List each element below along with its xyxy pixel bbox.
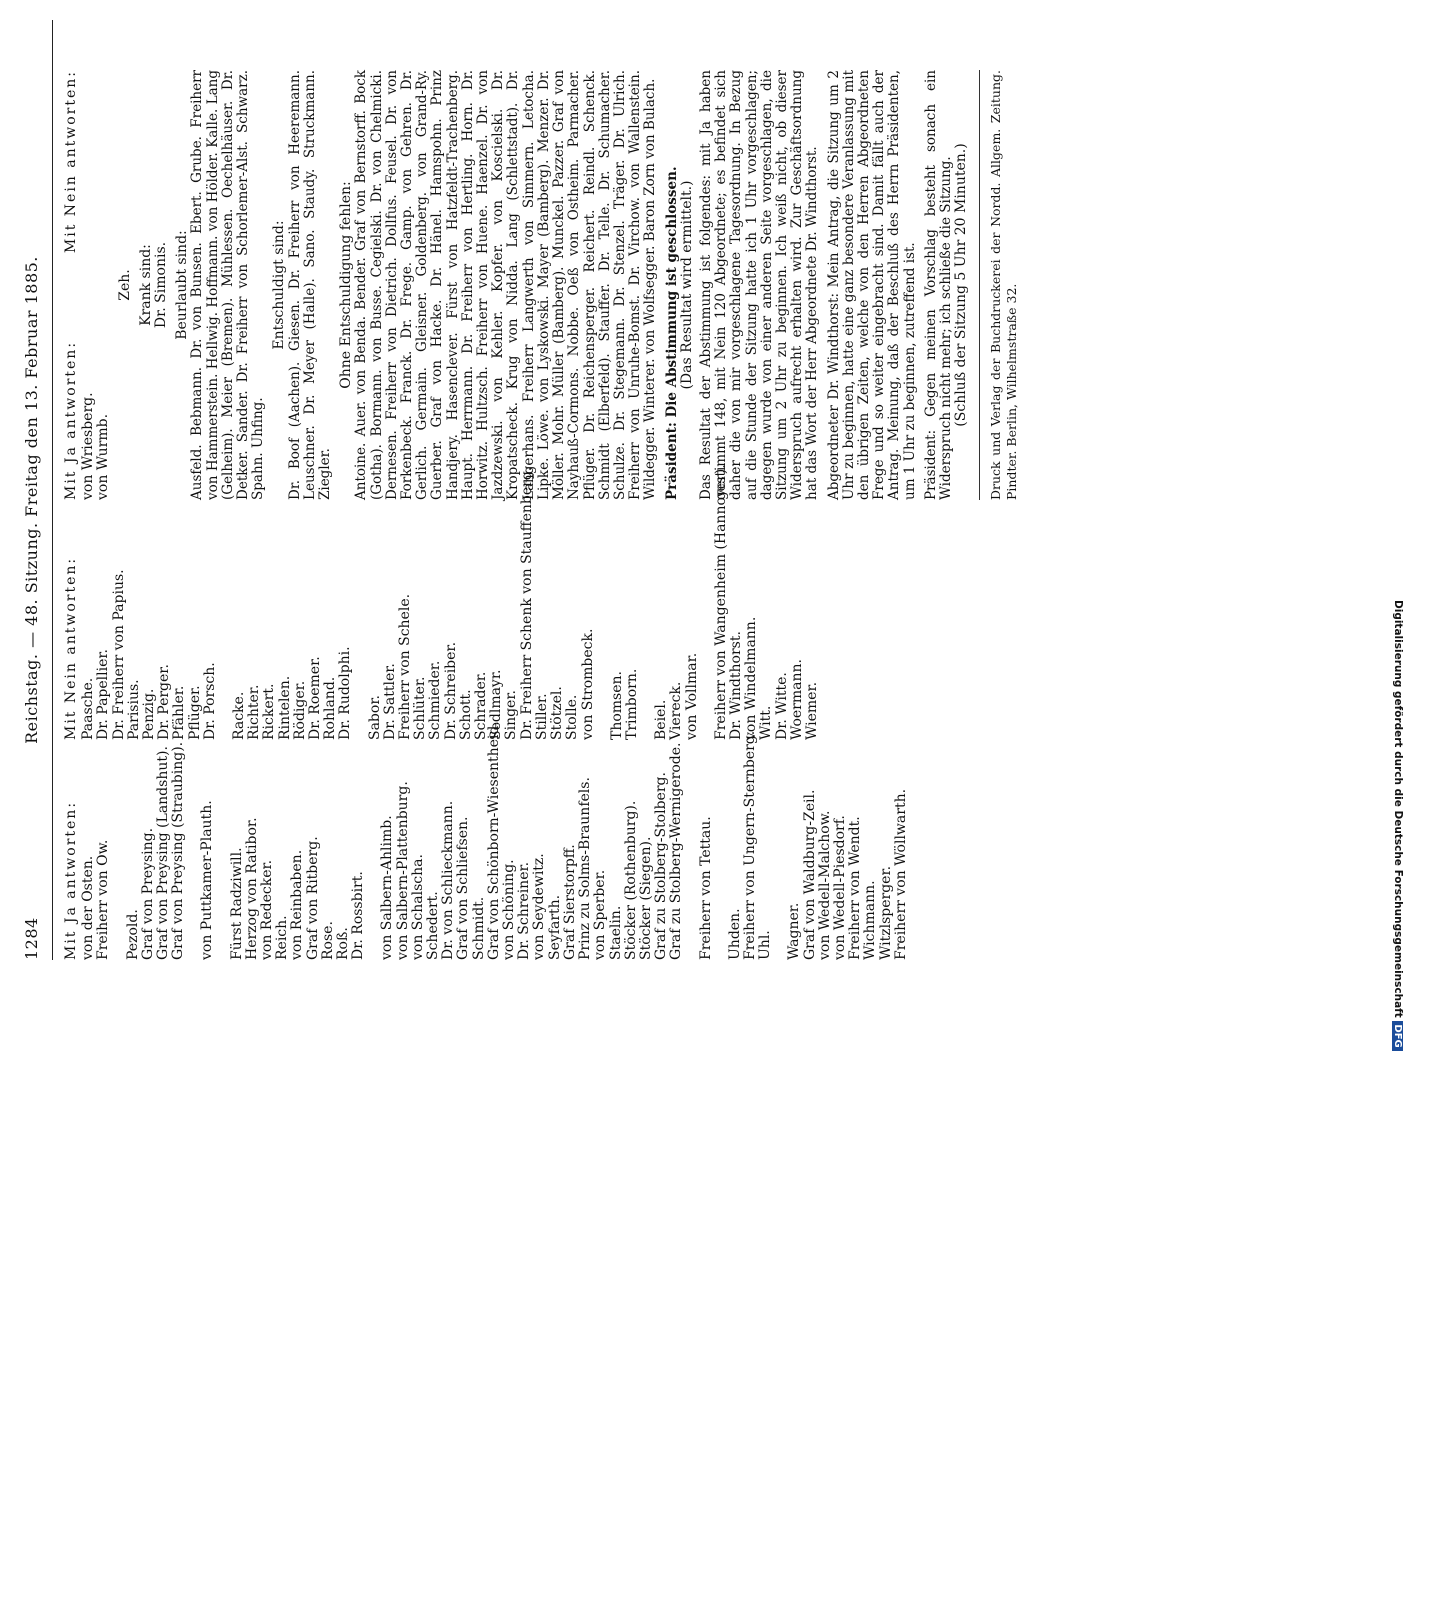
list-item: Parisius. [125, 679, 142, 740]
imprint: Druck und Verlag der Buchdruckerei der Nordd. Allgem. Zeitung. Pindter. Berlin, Wilhelmstraße 32. [988, 70, 1019, 500]
nein-heading: Mit Nein antworten: [63, 70, 79, 254]
president-statement: Präsident: Die Abstimmung ist geschlossen. [663, 166, 680, 500]
list-item: Freiherr von Wendt. [847, 816, 864, 960]
list-item: Stöcker (Siegen). [637, 836, 654, 960]
list-item: von der Osten. [80, 855, 97, 960]
list-item: von Strombeck. [579, 628, 596, 740]
list-item: Dr. Simonis. [153, 241, 170, 329]
list-item: Rintelen. [276, 675, 293, 740]
name-list [80, 464, 820, 740]
list-item: Graf von Preysing (Landshut). [155, 746, 172, 960]
list-item: Dr. Windthorst. [727, 631, 744, 740]
list-item: von Vollmar. [683, 652, 700, 740]
list-item: Freiherr von Ow. [95, 839, 112, 960]
list-item: Dr. Sattler. [381, 663, 398, 740]
list-item: Rödiger. [291, 680, 308, 740]
list-item: Dr. Witte. [773, 672, 790, 740]
list-item: Wichmann. [862, 880, 879, 960]
spacer [596, 515, 610, 740]
list-item: Rose. [319, 921, 336, 960]
list-item: Dr. Freiherr von Papius. [110, 569, 127, 740]
list-item: Trimborn. [623, 668, 640, 740]
section-label: Ohne Entschuldigung fehlen: [338, 181, 355, 389]
spacer [366, 745, 380, 960]
list-item: Stolle. [564, 694, 581, 740]
list-item: Witzlsperger. [877, 865, 894, 960]
list-item: Pezold. [124, 909, 141, 960]
list-item: von Sperber. [592, 869, 609, 960]
list-item: Staelin. [607, 905, 624, 960]
list-item: Dr. Freiherr Schenk von Stauffenberg. [518, 466, 535, 740]
beurlaubt-list: Ausfeld. Bebmann. Dr. von Bunsen. Ebert. Grube. Freiherr von Hammerstein. Hellwig. Hoffmann. von Hölder. Kalle. Lang (Gelheim). Meier (Bremen). Mühlessen. Oechelhäuser. Dr. Detker. Sander. Dr. Freiherr von Schorlemer-Alst. Schwarz. Spahn. Uhfing. [189, 70, 267, 500]
list-item: von Salbern-Ahlimb. [379, 815, 396, 960]
page-number: 1284 [22, 917, 41, 960]
entschuldigt-list: Dr. Boof (Aachen). Giesen. Dr. Freiherr von Heeremann. Leuschner. Dr. Meyer (Halle). Sano. Staudy. Struckmann. Ziegler. [286, 70, 334, 500]
section-label: Entschuldigt sind: [271, 220, 288, 350]
digitization-sidebar [1392, 0, 1432, 1048]
list-item: Seyfarth. [546, 894, 563, 960]
list-item: Dr. Perger. [156, 664, 173, 740]
list-item: Dr. Rossbirt. [350, 871, 367, 960]
list-item: Dr. Schreiber. [442, 641, 459, 740]
list-item: Herzog von Ratibor. [243, 817, 260, 960]
list-item: Woermann. [788, 659, 805, 740]
column-3 [64, 70, 1019, 500]
page-header [22, 40, 52, 960]
list-item: Graf von Ritberg. [304, 836, 321, 960]
list-item: Graf Sierstorpff. [561, 844, 578, 960]
absent-list: Antoine. Auer. von Benda. Bender. Graf von Bernstorff. Bock (Gotha). Bormann. von Busse. Cegielski. Dr. von Chelmicki. Dernesen. Freiherr von Dietrich. Dollfus. Feusel. Dr. von Forkenbeck. Franck. Dr. Frege. Gamp. von Gehren. Dr. Gerlich. Germain. Gleisner. Goldenberg. von Grand-Ry. Guerber. Graf von Hacke. Dr. Hänel. Hamspohn. Prinz Handjery. Hasenclever. Fürst von Hatzfeldt-Trachenberg. Haupt. Herrmann. Dr. Freiherr von Hertling. Horn. Dr. Horwitz. Hultzsch. Freiherr von Huene. Haenzel. Dr. von Jazdzewski. von Kehler. Kopfer. von Koscielski. Dr. Kropatscheck. Krug von Nidda. Lang (Schlettstadt). Dr. Langerhans. Freiherr Langwerth von Simmern. Letocha. Lipke. Löwe. von Lyskowski. Mayer (Bamberg). Menzer. Dr. Möller. Mohr. Müller (Bamberg). Munckel. Pazzer. Graf von Nayhauß-Cormons. Nobbe. Oeß von Ostheim. Parmacher. Pflüger. Dr. Reichensperger. Reichert. Reindl. Schenck. Schmidt (Elberfeld). Stauffer. Dr. Telle. Dr. Schumacher. Schulze. Dr. Stegemann. Dr. Stenzel. Träger. Dr. Ulrich. Freiherr von Unruhe-Bomst. Dr. Virchow. von Wallenstein. Wildegger. Winterer. von Wolfsegger. Baron Zorn von Bulach. [353, 70, 659, 500]
list-item: Schott. [457, 689, 474, 740]
section-label: Beurlaubt sind: [174, 230, 191, 340]
page-title: Reichstag. — 48. Sitzung. Freitag den 13. Februar 1885. [22, 256, 41, 744]
list-item: Dr. Roemer. [307, 656, 324, 740]
list-item: Stötzel. [549, 686, 566, 740]
list-item: Stöcker (Rothenburg). [622, 800, 639, 960]
list-item: Reich. [274, 915, 291, 960]
list-item: Graf von Waldburg-Zeil. [801, 789, 818, 960]
list-item: Richter. [246, 684, 263, 740]
list-item: Sabor. [366, 695, 383, 740]
list-item: Prinz zu Solms-Braunfels. [577, 777, 594, 960]
windthorst-paragraph: Abgeordneter Dr. Windthorst: Mein Antrag, die Sitzung um 2 Uhr zu beginnen, hatte eine ganz besondere Veranlassung mit den übrigen Zeiten, welche von den Herren Abgeordneten Frege und so weiter eingebracht sind. Damit fällt auch der Antrag. Meinung, daß der Beschluß des Herrn Präsidenten, um 1 Uhr zu beginnen, zutreffend ist. [825, 70, 918, 500]
list-item: Zeh. [116, 269, 133, 301]
list-item: von Wedell-Malchow. [816, 810, 833, 960]
list-item: von Reinbaben. [289, 849, 306, 960]
list-item: Dr. Schreiner. [516, 861, 533, 960]
spacer [640, 515, 654, 740]
list-item: Rohland. [322, 676, 339, 740]
spacer [714, 745, 728, 960]
list-item: Uhden. [726, 908, 743, 960]
spacer [773, 745, 787, 960]
divider [979, 70, 980, 500]
spacer [685, 745, 699, 960]
list-item: Graf von Schönborn-Wiesentheid. [485, 721, 502, 960]
list-item: Graf zu Stolberg-Wernigerode. [668, 742, 685, 960]
list-item: Pfähler. [171, 685, 188, 740]
header-rule [52, 20, 53, 960]
list-item: Dr. von Schlieckmann. [440, 800, 457, 960]
list-item: Wiemer. [803, 681, 820, 740]
section-label: Krank sind: [137, 244, 154, 326]
list-item: Freiherr von Tettau. [697, 816, 714, 960]
column-heading: Mit Ja antworten: [63, 800, 79, 960]
list-item: Racke. [231, 691, 248, 740]
list-item: Roß. [335, 927, 352, 960]
list-item: von Windelmann. [743, 616, 760, 740]
list-item: Uhl. [757, 930, 774, 960]
funding-note: Digitalisierung gefördert durch die Deutsche Forschungsgemeinschaft [1392, 600, 1404, 1018]
list-item: von Salbern-Plattenburg. [394, 781, 411, 960]
dfg-logo: DFG [1392, 1021, 1403, 1050]
list-item: von Seydewitz. [531, 853, 548, 960]
spacer [112, 745, 126, 960]
spacer [218, 515, 232, 740]
list-item: Graf zu Stolberg-Stolberg. [653, 772, 670, 960]
list-item: Fürst Radziwill. [228, 847, 245, 960]
list-item: von Wurmb. [95, 413, 112, 500]
list-item: Graf von Schliefsen. [455, 816, 472, 960]
list-item: von Puttkamer-Plauth. [199, 800, 216, 960]
list-item: Singer. [503, 690, 520, 740]
list-item: Schmidt. [470, 896, 487, 960]
sidebar-text [1392, 600, 1404, 1600]
spacer [216, 745, 230, 960]
list-item: Penzig. [141, 688, 158, 740]
ja-heading: Mit Ja antworten: [63, 340, 79, 500]
list-item: Freiherr von Wangenheim (Hannover). [712, 464, 729, 740]
list-item: von Schöning. [501, 859, 518, 960]
list-item: von Wedell-Piesdorf. [831, 815, 848, 960]
list-item: Graf von Preysing. [139, 827, 156, 960]
list-item: von Redecker. [259, 859, 276, 960]
column-2 [63, 464, 820, 740]
list-item: Freiherr von Wöllwarth. [892, 788, 909, 960]
list-item: Schrader. [473, 671, 490, 740]
list-item: Thomsen. [608, 671, 625, 740]
list-item: Witt. [758, 705, 775, 740]
list-item: Sedlmayr. [488, 669, 505, 740]
list-item: von Schalscha. [409, 854, 426, 960]
list-item: Rickert. [261, 683, 278, 740]
president-close: Präsident: Gegen meinen Vorschlag besteht sonach ein Widerspruch nicht mehr; ich schließe die Sitzung. [922, 70, 954, 500]
spacer [186, 745, 200, 960]
list-item: Viereck. [668, 681, 685, 740]
list-item: Freiherr von Ungern-Sternberg. [741, 730, 758, 960]
result-paragraph: Das Resultat der Abstimmung ist folgendes: mit Ja haben gestimmt 148, mit Nein 120 Abgeordnete; es befindet sich daher die von mir vorgeschlagene Tagesordnung. In Bezug auf die Stunde der Sitzung hatte ich 1 Uhr vorgeschlagen; dagegen wurde von einer anderen Seite vorgeschlagen, die Sitzung um 2 Uhr zu beginnen. Ich weiß nicht, ob dieser Widerspruch aufrecht erhalten wird. Zur Geschäftsordnung hat das Wort der Herr Abgeordnete Dr. Windthorst. [697, 70, 821, 500]
list-item: Pflüger. [186, 685, 203, 740]
list-item: Wagner. [786, 902, 803, 960]
result-note: (Das Resultat wird ermittelt.) [678, 180, 695, 390]
list-item: Freiherr von Schele. [397, 593, 414, 740]
list-item: Stiller. [533, 693, 550, 740]
column-heading: Mit Nein antworten: [63, 556, 79, 740]
list-item: Schedert. [425, 891, 442, 960]
list-item: Schmieder. [427, 660, 444, 740]
list-item: Dr. Porsch. [201, 662, 218, 740]
list-item: Schlüter. [412, 676, 429, 740]
spacer [354, 515, 368, 740]
list-item: Paasche. [80, 677, 97, 740]
spacer [700, 515, 714, 740]
close-note: (Schluß der Sitzung 5 Uhr 20 Minuten.) [953, 143, 970, 427]
list-item: Dr. Rudolphi. [337, 646, 354, 740]
list-item: Graf von Preysing (Straubing). [170, 741, 187, 960]
list-item: Dr. Papellier. [95, 649, 112, 740]
list-item: Beiel. [653, 699, 670, 740]
list-item: von Wriesberg. [80, 392, 97, 500]
